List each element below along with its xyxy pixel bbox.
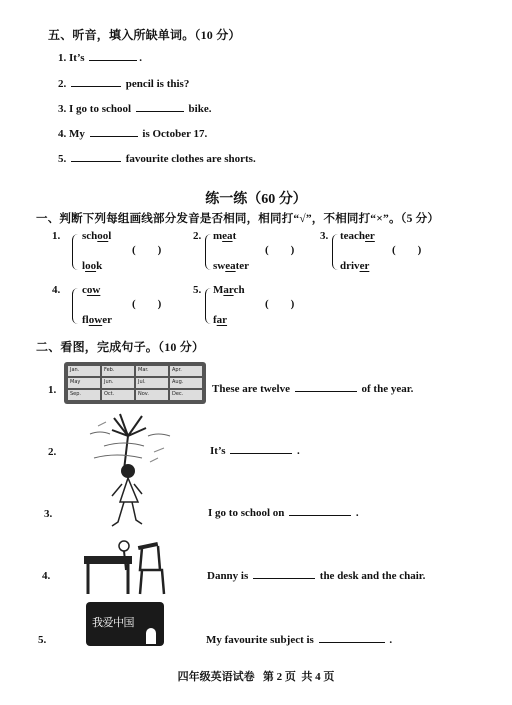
answer-blank[interactable] xyxy=(230,453,292,454)
word-bottom: look xyxy=(82,260,103,272)
answer-paren[interactable]: ( ) xyxy=(392,244,422,256)
answer-paren[interactable]: ( ) xyxy=(132,244,162,256)
picture-item-1-number: 1. xyxy=(48,384,57,396)
picture-sentence-2: It’s . xyxy=(210,445,300,457)
page-footer: 四年级英语试卷 第 2 页 共 4 页 xyxy=(177,671,335,683)
picture-sentence-4: Danny is the desk and the chair. xyxy=(207,570,426,582)
word-top: teacher xyxy=(340,230,375,242)
calendar-picture xyxy=(64,362,206,404)
calendar-month-cell: Jul. xyxy=(136,378,168,388)
word-bottom: driver xyxy=(340,260,370,272)
word-top: March xyxy=(213,284,245,296)
calendar-month-cell: Dec. xyxy=(170,390,202,400)
calendar-month-cell: Jun. xyxy=(102,378,134,388)
picture-sentence-3: I go to school on . xyxy=(208,507,359,519)
listen-item-2: 2. pencil is this? xyxy=(58,78,190,90)
picture-item-5-number: 5. xyxy=(38,634,47,646)
listen-item-3: 3. I go to school bike. xyxy=(58,103,212,115)
word-top: school xyxy=(82,230,112,242)
brace xyxy=(205,288,212,324)
word-bottom: far xyxy=(213,314,228,326)
picture-item-2-number: 2. xyxy=(48,446,57,458)
calendar-month-cell: Aug. xyxy=(170,378,202,388)
calendar-month-cell: Sep. xyxy=(68,390,100,400)
answer-blank[interactable] xyxy=(90,136,138,137)
calendar-month-cell: Nov. xyxy=(136,390,168,400)
brace xyxy=(205,234,212,270)
answer-paren[interactable]: ( ) xyxy=(132,298,162,310)
answer-blank[interactable] xyxy=(71,86,121,87)
calendar-month-cell: Feb. xyxy=(102,366,134,376)
answer-paren[interactable]: ( ) xyxy=(265,298,295,310)
answer-blank[interactable] xyxy=(71,161,121,162)
calendar-month-cell: Jan. xyxy=(68,366,100,376)
answer-blank[interactable] xyxy=(319,642,385,643)
part1-heading: 一、判断下列每组画线部分发音是否相同，相同打“√”，不相同打“×”。（5 分） xyxy=(36,213,440,225)
word-top: meat xyxy=(213,230,237,242)
word-bottom: sweater xyxy=(213,260,250,272)
section5-heading: 五、听音，填入所缺单词。（10 分） xyxy=(48,28,241,42)
answer-blank[interactable] xyxy=(289,515,351,516)
answer-paren[interactable]: ( ) xyxy=(265,244,295,256)
blackboard-picture xyxy=(86,602,164,646)
answer-blank[interactable] xyxy=(89,60,137,61)
calendar-month-cell: Apr. xyxy=(170,366,202,376)
answer-blank[interactable] xyxy=(136,111,184,112)
calendar-month-cell: Oct. xyxy=(102,390,134,400)
brace xyxy=(332,234,339,270)
listen-item-1: 1. It’s . xyxy=(58,52,142,64)
picture-item-4-number: 4. xyxy=(42,570,51,582)
brace xyxy=(72,234,79,270)
word-bottom: flower xyxy=(82,314,112,326)
answer-blank[interactable] xyxy=(253,578,315,579)
picture-sentence-5: My favourite subject is . xyxy=(206,634,393,646)
picture-item-3-number: 3. xyxy=(44,508,53,520)
listen-item-5: 5. favourite clothes are shorts. xyxy=(58,153,256,165)
practice-title: 练一练（60 分） xyxy=(205,192,307,207)
picture-sentence-1: These are twelve of the year. xyxy=(212,383,414,395)
listen-item-4: 4. My is October 17. xyxy=(58,128,208,140)
answer-blank[interactable] xyxy=(295,391,357,392)
calendar-month-cell: Mar. xyxy=(136,366,168,376)
calendar-month-cell: May xyxy=(68,378,100,388)
word-top: cow xyxy=(82,284,101,296)
walking-girl-picture xyxy=(104,462,148,532)
part2-heading: 二、看图，完成句子。（10 分） xyxy=(36,340,205,354)
student-figure xyxy=(146,628,156,644)
desk-chair-picture xyxy=(82,536,168,596)
brace xyxy=(72,288,79,324)
blackboard-text: 我爱中国 xyxy=(92,616,134,629)
